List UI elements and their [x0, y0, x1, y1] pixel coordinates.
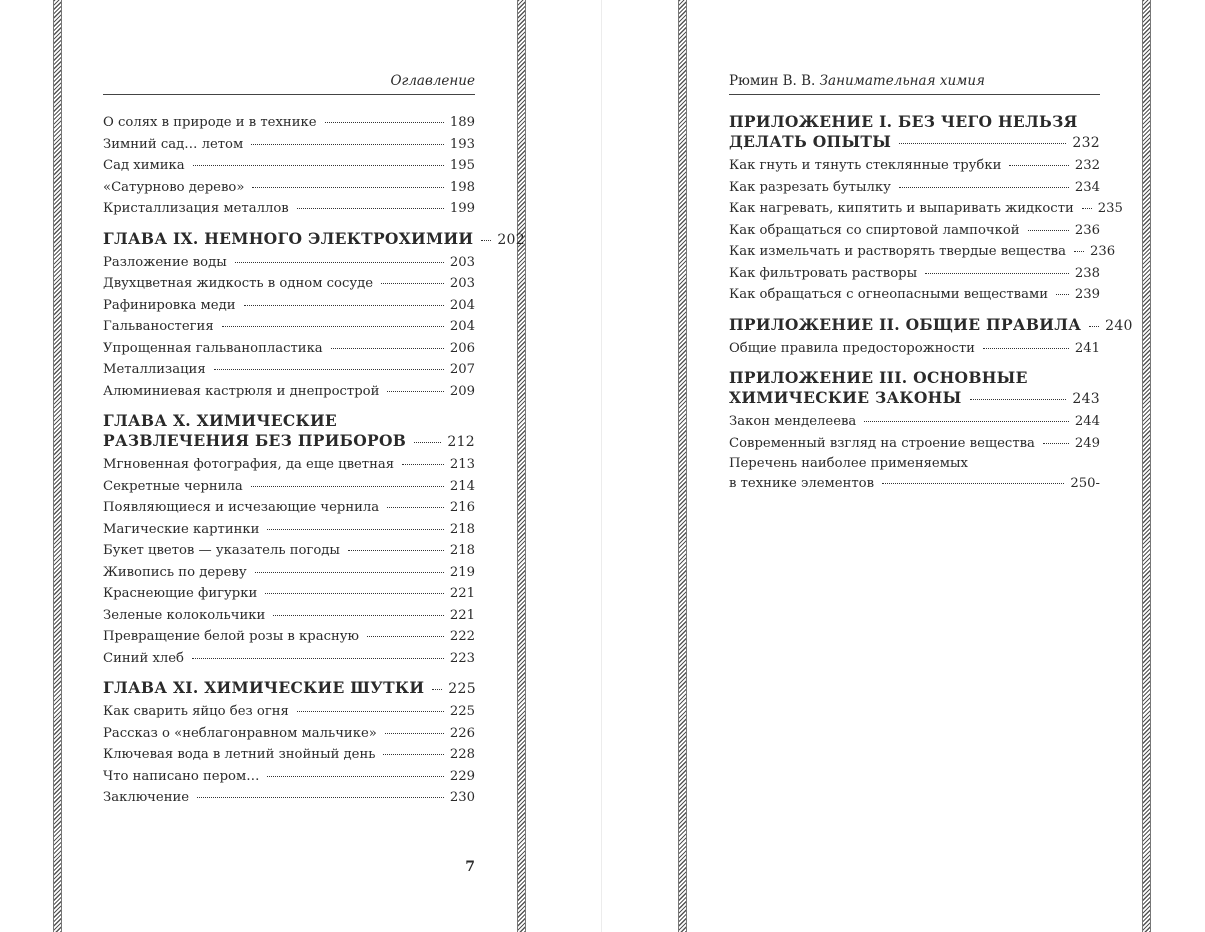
toc-entry[interactable]: Современный взгляд на строение вещества 249: [729, 435, 1100, 451]
toc-entry[interactable]: Рассказ о «неблагонравном мальчике» 226: [103, 725, 475, 741]
chapter-9-heading[interactable]: ГЛАВА IX. НЕМНОГО ЭЛЕКТРОХИМИИ 202: [103, 228, 525, 248]
toc-entry[interactable]: Разложение воды 203: [103, 254, 475, 270]
appendix-2-heading[interactable]: ПРИЛОЖЕНИЕ II. ОБЩИЕ ПРАВИЛА 240: [729, 314, 1133, 334]
toc-entry[interactable]: Как обращаться со спиртовой лампочкой 236: [729, 222, 1100, 238]
toc-entry[interactable]: Как нагревать, кипятить и выпаривать жидкости 235: [729, 201, 1123, 216]
toc-entry[interactable]: Двухцветная жидкость в одном сосуде 203: [103, 276, 475, 291]
header-author: Рюмин В. В.: [729, 73, 816, 89]
left-header-title: Оглавление: [390, 73, 475, 89]
toc-entry[interactable]: Что написано пером… 229: [103, 768, 475, 784]
toc-entry[interactable]: Общие правила предосторожности 241: [729, 340, 1100, 356]
right-toc: [729, 112, 1133, 494]
left-page: [103, 0, 525, 932]
chapter-10-heading[interactable]: ГЛАВА X. ХИМИЧЕСКИЕ РАЗВЛЕЧЕНИЯ БЕЗ ПРИБОРОВ 212: [103, 411, 475, 450]
toc-entry[interactable]: Ключевая вода в летний знойный день 228: [103, 747, 475, 762]
toc-entry[interactable]: Зеленые колокольчики 221: [103, 607, 475, 623]
toc-entry[interactable]: Сад химика 195: [103, 158, 475, 173]
toc-entry[interactable]: Магические картинки 218: [103, 521, 475, 537]
toc-entry-two-line[interactable]: Перечень наиболее применяемых в технике элементов 250-: [729, 456, 1100, 491]
appendix-3-heading[interactable]: ПРИЛОЖЕНИЕ III. ОСНОВНЫЕ ХИМИЧЕСКИЕ ЗАКОНЫ 243: [729, 368, 1100, 407]
right-inner-rope-border: [678, 0, 687, 932]
toc-entry[interactable]: Как гнуть и тянуть стеклянные трубки 232: [729, 158, 1100, 173]
toc-entry[interactable]: Как измельчать и растворять твердые вещества 236: [729, 244, 1116, 259]
toc-entry[interactable]: Кристаллизация металлов 199: [103, 201, 475, 216]
toc-entry[interactable]: Рафинировка меди 204: [103, 297, 475, 313]
toc-entry[interactable]: Металлизация 207: [103, 362, 475, 377]
toc-entry[interactable]: Как фильтровать растворы 238: [729, 265, 1100, 281]
toc-entry[interactable]: «Сатурново дерево» 198: [103, 179, 475, 195]
toc-entry[interactable]: Синий хлеб 223: [103, 650, 475, 666]
toc-entry[interactable]: Как обращаться с огнеопасными веществами 239: [729, 287, 1100, 302]
toc-entry[interactable]: Превращение белой розы в красную 222: [103, 629, 475, 644]
toc-entry[interactable]: Секретные чернила 214: [103, 478, 475, 494]
chapter-11-heading[interactable]: ГЛАВА XI. ХИМИЧЕСКИЕ ШУТКИ 225: [103, 678, 476, 697]
toc-entry[interactable]: Гальваностегия 204: [103, 319, 475, 334]
left-page-number: 7: [465, 859, 475, 875]
toc-entry[interactable]: Появляющиеся и исчезающие чернила 216: [103, 500, 475, 515]
toc-entry[interactable]: Букет цветов — указатель погоды 218: [103, 543, 475, 558]
right-page: [729, 0, 1133, 932]
right-running-header: [729, 72, 1100, 95]
toc-entry[interactable]: Заключение 230: [103, 790, 475, 805]
toc-entry[interactable]: Закон менделеева 244: [729, 414, 1100, 429]
toc-entry[interactable]: Как разрезать бутылку 234: [729, 179, 1100, 195]
left-inner-rope-border: [517, 0, 526, 932]
header-book-title: Занимательная химия: [819, 73, 985, 89]
left-running-header: [103, 72, 475, 95]
right-outer-rope-border: [1142, 0, 1151, 932]
spine-divider: [601, 0, 602, 932]
toc-entry[interactable]: Мгновенная фотография, да еще цветная 213: [103, 457, 475, 472]
toc-entry[interactable]: Зимний сад… летом 193: [103, 136, 475, 152]
toc-entry[interactable]: Упрощенная гальванопластика 206: [103, 340, 475, 356]
toc-entry[interactable]: О солях в природе и в технике 189: [103, 115, 475, 130]
left-outer-rope-border: [53, 0, 62, 932]
left-toc: [103, 112, 525, 809]
toc-section-top: [103, 112, 475, 220]
toc-entry[interactable]: Алюминиевая кастрюля и днепрострой 209: [103, 383, 475, 399]
toc-entry[interactable]: Живопись по дереву 219: [103, 564, 475, 580]
toc-entry[interactable]: Краснеющие фигурки 221: [103, 586, 475, 601]
toc-entry[interactable]: Как сварить яйцо без огня 225: [103, 704, 475, 719]
appendix-1-heading[interactable]: ПРИЛОЖЕНИЕ I. БЕЗ ЧЕГО НЕЛЬЗЯ ДЕЛАТЬ ОПЫТЫ 232: [729, 112, 1100, 151]
